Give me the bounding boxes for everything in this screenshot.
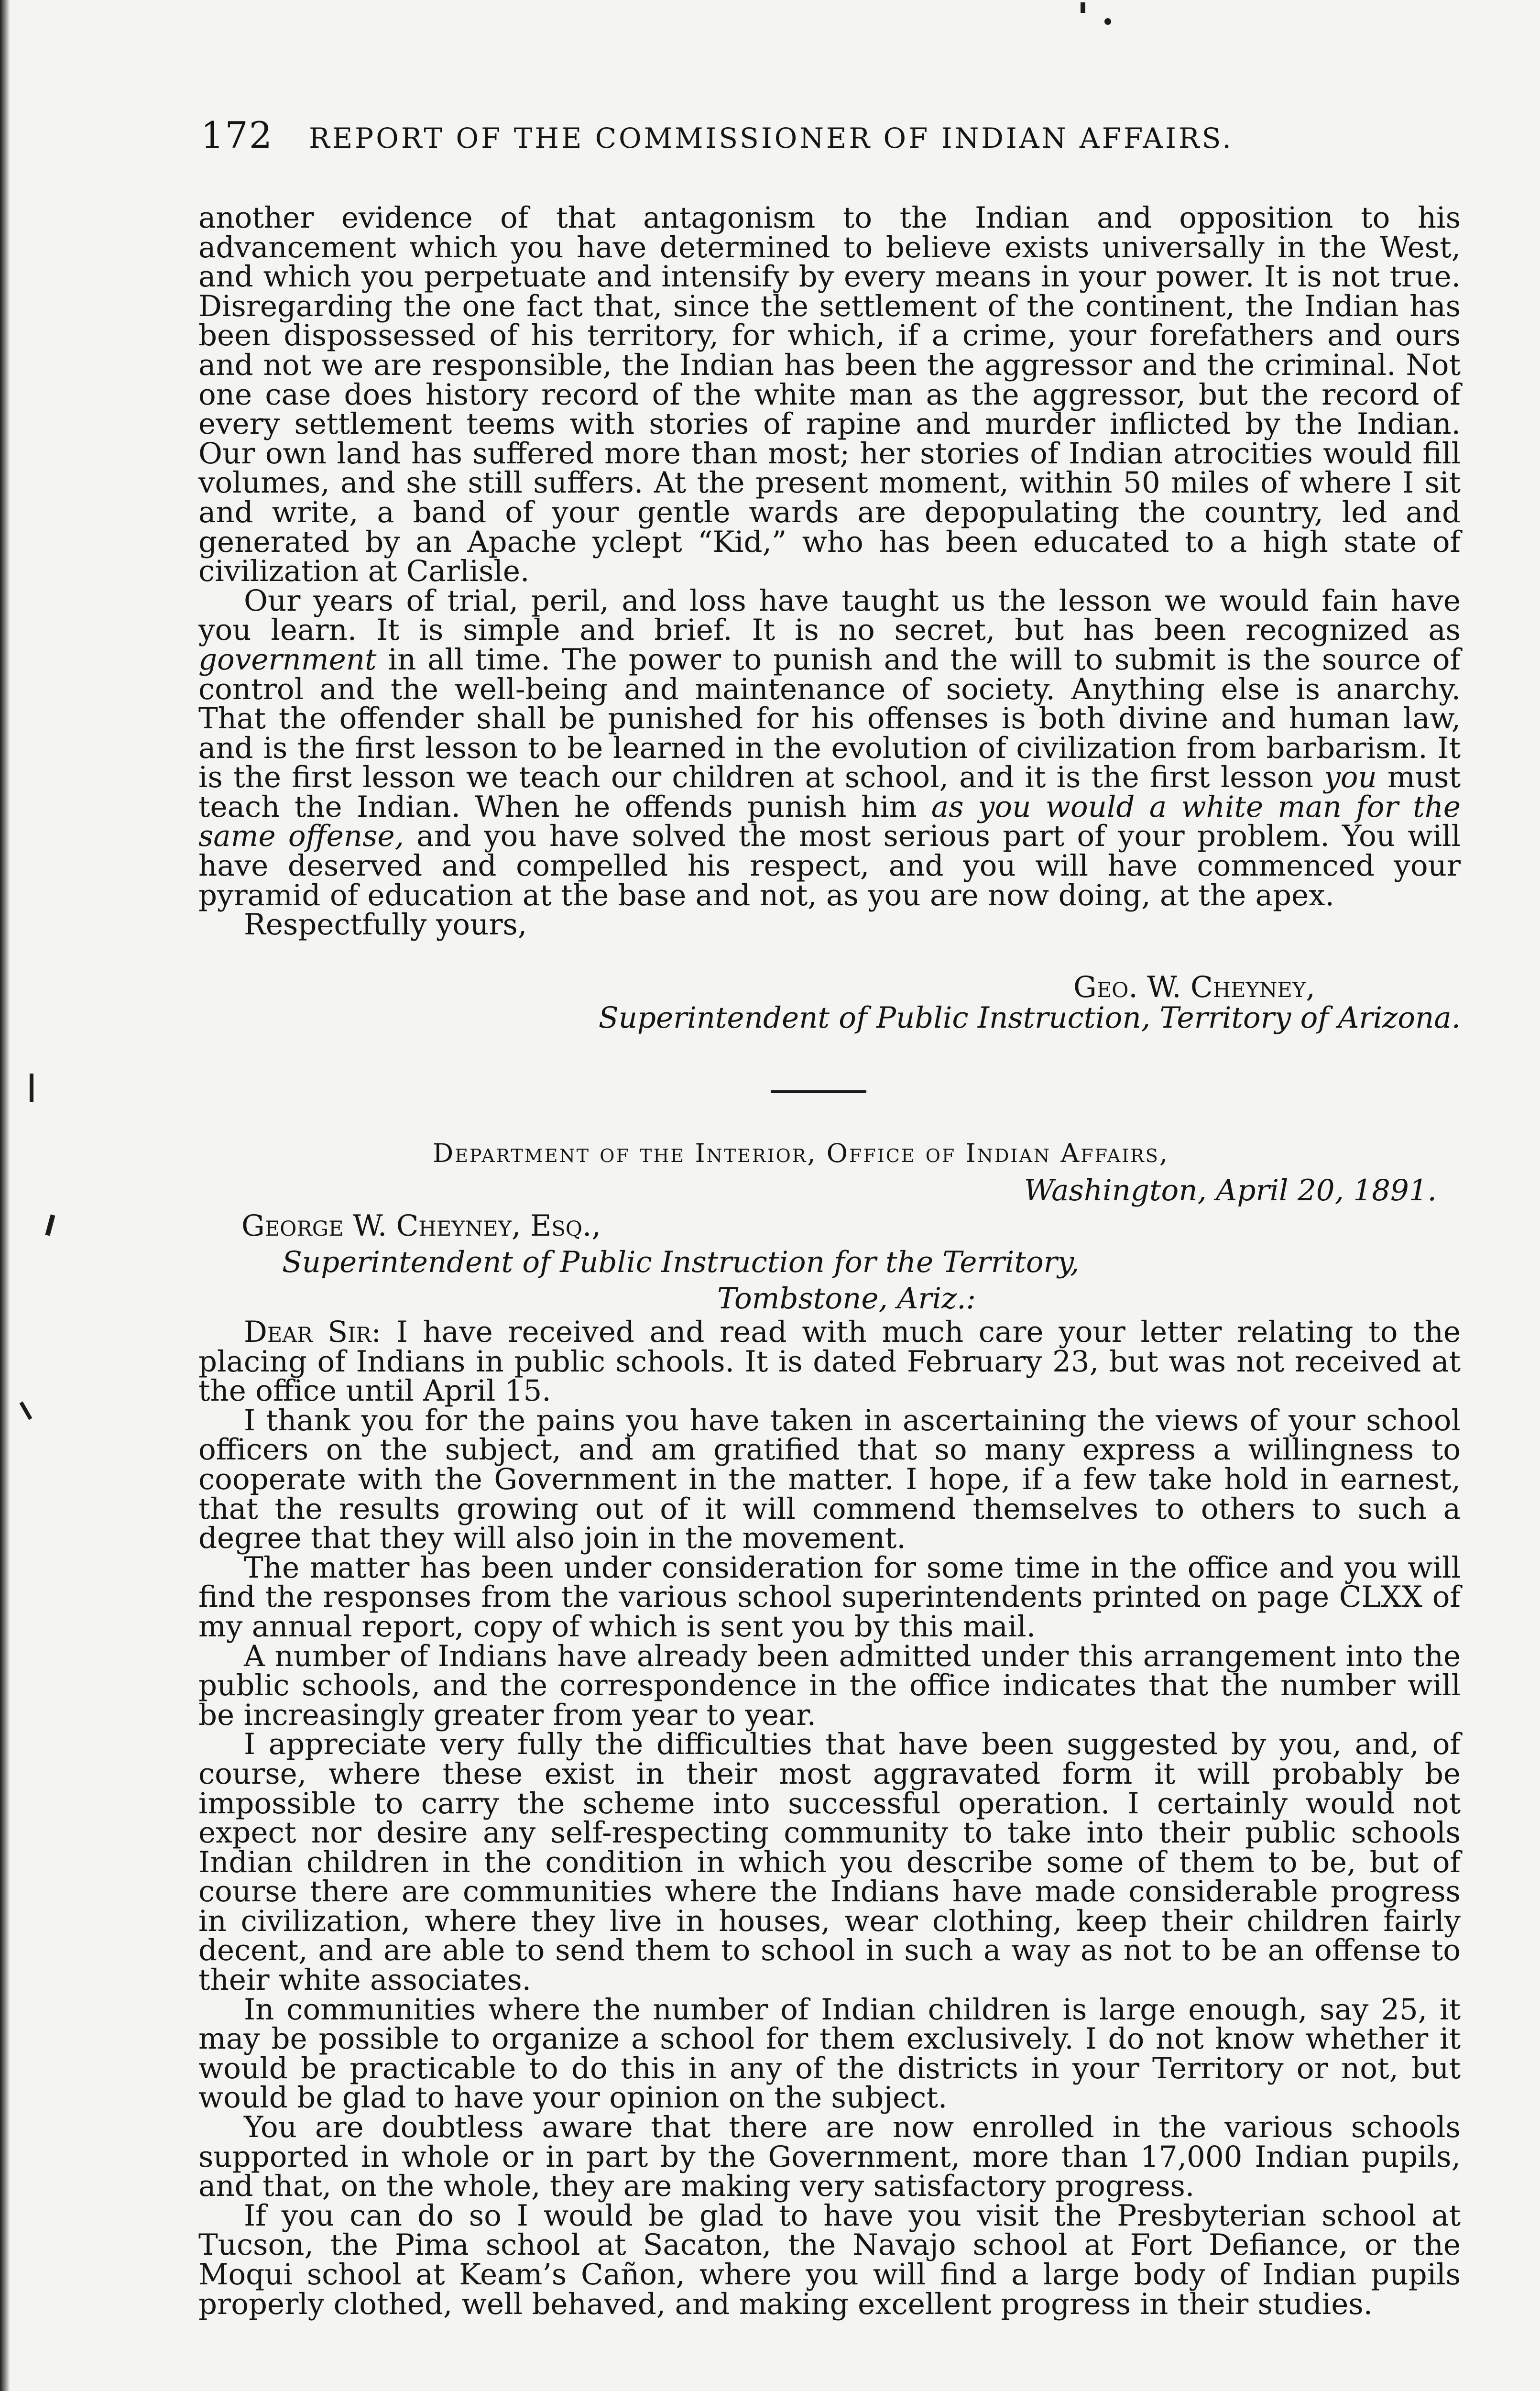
- scan-mark: [45, 1214, 55, 1236]
- letter1-body: [198, 203, 1461, 940]
- scan-mark: [1081, 2, 1085, 13]
- addressee-place: Tombstone, Ariz.:: [717, 1282, 976, 1316]
- scan-mark: [30, 1074, 33, 1102]
- scan-edge-shadow: [0, 0, 10, 2391]
- addressee-name: George W. Cheyney, Esq.,: [241, 1209, 601, 1243]
- page-header: [201, 114, 1348, 156]
- letter2-paragraph: I thank you for the pains you have taken in ascertaining the views of your school officers on the subject, and am gratified that so many express a willingness to cooperate with the Government in the matter. I hope, if a few take hold in earnest, that the results growing out of it will commend themselves to others to such a degree that they will also join in the movement.: [198, 1403, 1461, 1556]
- letter2-paragraph: The matter has been under consideration for some time in the office and you will find the responses from the various school superintendents printed on page CLXX of my annual report, copy of which is sent you by this mail.: [198, 1550, 1461, 1644]
- salutation: Dear Sir:: [244, 1315, 382, 1349]
- letter2-body: [198, 1317, 1461, 2319]
- closing: Respectfully yours,: [244, 908, 527, 942]
- letter2-paragraph: A number of Indians have already been admitted under this arrangement into the public schools, and the correspondence in the office indicates that the number will be increasingly greater from year to year.: [198, 1639, 1461, 1732]
- addressee-title: Superintendent of Public Instruction for the Territory,: [282, 1245, 1080, 1279]
- department-heading: Department of the Interior, Office of Indian Affairs,: [433, 1138, 1169, 1168]
- section-divider: [771, 1090, 866, 1093]
- letter1-paragraph: another evidence of that antagonism to the Indian and opposition to his advancement which you have determined to believe exists universally in the West, and which you perpetuate and intensify by every means in your power. It is not true. Disregarding the one fact that, since the settlement of the continent, the Indian has been dispossessed of his territory, for which, if a crime, your forefathers and ours and not we are responsible, the Indian has been the aggressor and the criminal. Not one case does history record of the white man as the aggressor, but the record of every settlement teems with stories of rapine and murder inflicted by the Indian. Our own land has suffered more than most; her stories of Indian atrocities would fill volumes, and she still suffers. At the present moment, within 50 miles of where I sit and write, a band of your gentle wards are depopulating the country, led and generated by an Apache yclept “Kid,” who has been educated to a high state of civilization at Carlisle.: [198, 201, 1461, 589]
- scan-mark: [1104, 18, 1111, 25]
- letter-date: Washington, April 20, 1891.: [1024, 1174, 1437, 1207]
- letter2-paragraph: Dear Sir: I have received and read with much care your letter relating to the placing of Indians in public schools. It is dated February 23, but was not received at the office until April 15.: [198, 1315, 1461, 1408]
- page-number: 172: [201, 114, 273, 156]
- running-head: REPORT OF THE COMMISSIONER OF INDIAN AFFAIRS.: [309, 122, 1234, 154]
- signature-name: Geo. W. Cheyney,: [1073, 970, 1315, 1004]
- letter2-paragraph: I appreciate very fully the difficulties that have been suggested by you, and, of course, where these exist in their most aggravated form it will probably be impossible to carry the scheme into successful operation. I certainly would not expect nor desire any self-respecting community to take into their public schools Indian children in the condition in which you describe some of them to be, but of course there are communities where the Indians have made considerable progress in civilization, where they live in houses, wear clothing, keep their children fairly decent, and are able to send them to school in such a way as not to be an offense to their white associates.: [198, 1727, 1461, 1997]
- letter2-paragraph: If you can do so I would be glad to have you visit the Presbyterian school at Tucson, the Pima school at Sacaton, the Navajo school at Fort Defiance, or the Moqui school at Keam’s Cañon, where you will find a large body of Indian pupils properly clothed, well behaved, and making excellent progress in their studies.: [198, 2198, 1461, 2321]
- scan-mark: [20, 1402, 33, 1420]
- letter2-paragraph: You are doubtless aware that there are now enrolled in the various schools supported in whole or in part by the Government, more than 17,000 Indian pupils, and that, on the whole, they are making very satisfactory progress.: [198, 2110, 1461, 2204]
- letter2-paragraph: In communities where the number of Indian children is large enough, say 25, it may be possible to organize a school for them exclusively. I do not know whether it would be practicable to do this in any of the districts in your Territory or not, but would be glad to have your opinion on the subject.: [198, 1992, 1461, 2115]
- signature-title: Superintendent of Public Instruction, Territory of Arizona.: [598, 1001, 1461, 1035]
- letter1-paragraph: Our years of trial, peril, and loss have taught us the lesson we would fain have you learn. It is simple and brief. It is no secret, but has been recognized as government in all time. The power to punish and the will to submit is the source of control and the well-being and maintenance of society. Anything else is anarchy. That the offender shall be punished for his offenses is both divine and human law, and is the first lesson to be learned in the evolution of civilization from barbarism. It is the first lesson we teach our children at school, and it is the first lesson you must teach the Indian. When he offends punish him as you would a white man for the same offense, and you have solved the most serious part of your problem. You will have deserved and compelled his respect, and you will have commenced your pyramid of education at the base and not, as you are now doing, at the apex.: [198, 583, 1461, 912]
